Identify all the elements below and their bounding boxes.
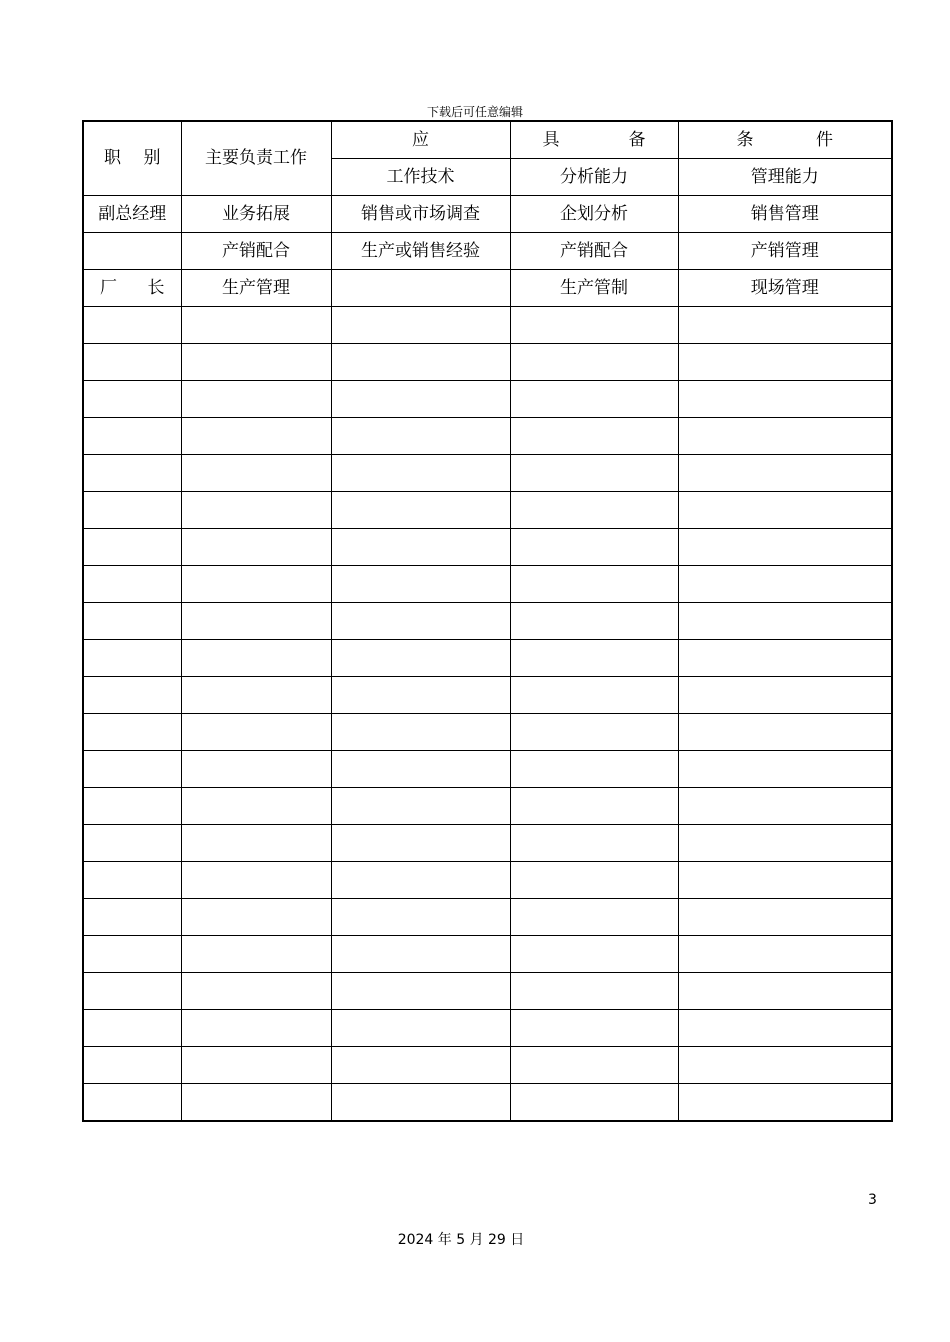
empty-cell: [83, 825, 181, 862]
empty-cell: [331, 344, 510, 381]
empty-cell: [181, 714, 331, 751]
empty-cell: [83, 492, 181, 529]
empty-cell: [678, 1010, 892, 1047]
empty-row: [83, 344, 892, 381]
empty-cell: [331, 1010, 510, 1047]
subheader-management: 管理能力: [678, 159, 892, 196]
empty-cell: [678, 1084, 892, 1122]
empty-cell: [331, 1047, 510, 1084]
job-requirements-table: [82, 120, 893, 1122]
subheader-tech: 工作技术: [331, 159, 510, 196]
position-char-2: 长: [147, 277, 165, 298]
cell-analysis: 生产管制: [510, 270, 678, 307]
footer-date: 2024 年 5 月 29 日: [397, 1232, 525, 1248]
empty-cell: [83, 418, 181, 455]
empty-row: [83, 307, 892, 344]
header-position-char-2: 别: [143, 148, 161, 168]
group-char-tiao: 条: [736, 129, 754, 150]
empty-cell: [181, 381, 331, 418]
empty-cell: [678, 455, 892, 492]
empty-row: [83, 529, 892, 566]
empty-cell: [83, 529, 181, 566]
empty-cell: [510, 973, 678, 1010]
empty-row: [83, 1010, 892, 1047]
empty-cell: [331, 492, 510, 529]
cell-duty: 产销配合: [181, 233, 331, 270]
table-row: [83, 196, 892, 233]
empty-cell: [181, 751, 331, 788]
empty-cell: [83, 862, 181, 899]
group-char-ju: 具: [542, 129, 560, 150]
empty-row: [83, 1084, 892, 1122]
cell-position: 副总经理: [83, 196, 181, 233]
empty-cell: [678, 640, 892, 677]
empty-cell: [331, 418, 510, 455]
empty-cell: [83, 936, 181, 973]
header-position-char-1: 职: [104, 148, 121, 168]
empty-cell: [510, 1084, 678, 1122]
empty-cell: [678, 862, 892, 899]
empty-cell: [83, 1047, 181, 1084]
empty-cell: [83, 973, 181, 1010]
header-group-char-1: [331, 121, 510, 159]
cell-analysis: 产销配合: [510, 233, 678, 270]
header-row-1: [83, 121, 892, 159]
empty-cell: [331, 307, 510, 344]
empty-cell: [181, 566, 331, 603]
empty-cell: [181, 418, 331, 455]
cell-position: [83, 270, 181, 307]
empty-cell: [678, 1047, 892, 1084]
empty-cell: [678, 492, 892, 529]
header-group-chars-4-5: [678, 121, 892, 159]
empty-row: [83, 936, 892, 973]
empty-cell: [510, 936, 678, 973]
empty-cell: [510, 677, 678, 714]
empty-row: [83, 677, 892, 714]
empty-cell: [331, 381, 510, 418]
header-duties: 主要负责工作: [181, 121, 331, 196]
empty-cell: [510, 640, 678, 677]
table-row: [83, 270, 892, 307]
empty-cell: [331, 751, 510, 788]
empty-cell: [83, 566, 181, 603]
page-number: 3: [868, 1192, 877, 1208]
empty-row: [83, 825, 892, 862]
empty-cell: [331, 566, 510, 603]
empty-cell: [331, 677, 510, 714]
empty-cell: [181, 1010, 331, 1047]
empty-cell: [331, 825, 510, 862]
empty-row: [83, 751, 892, 788]
empty-cell: [83, 307, 181, 344]
cell-duty: 业务拓展: [181, 196, 331, 233]
empty-cell: [83, 640, 181, 677]
empty-cell: [181, 936, 331, 973]
empty-cell: [510, 788, 678, 825]
empty-cell: [678, 899, 892, 936]
empty-cell: [331, 788, 510, 825]
empty-cell: [510, 862, 678, 899]
empty-cell: [331, 640, 510, 677]
empty-cell: [181, 344, 331, 381]
empty-cell: [83, 1010, 181, 1047]
empty-cell: [510, 1047, 678, 1084]
empty-cell: [678, 603, 892, 640]
empty-cell: [510, 1010, 678, 1047]
cell-management: 产销管理: [678, 233, 892, 270]
empty-cell: [331, 714, 510, 751]
empty-cell: [83, 751, 181, 788]
empty-row: [83, 603, 892, 640]
subheader-analysis: 分析能力: [510, 159, 678, 196]
empty-cell: [678, 936, 892, 973]
empty-cell: [181, 307, 331, 344]
empty-cell: [678, 344, 892, 381]
empty-row: [83, 640, 892, 677]
cell-duty: 生产管理: [181, 270, 331, 307]
empty-cell: [331, 936, 510, 973]
empty-row: [83, 1047, 892, 1084]
empty-cell: [510, 344, 678, 381]
empty-cell: [678, 973, 892, 1010]
empty-cell: [181, 455, 331, 492]
empty-cell: [510, 455, 678, 492]
header-position: [83, 121, 181, 196]
empty-cell: [83, 1084, 181, 1122]
empty-cell: [83, 381, 181, 418]
empty-row: [83, 455, 892, 492]
empty-cell: [678, 751, 892, 788]
empty-cell: [181, 1047, 331, 1084]
cell-management: 销售管理: [678, 196, 892, 233]
cell-position: [83, 233, 181, 270]
empty-cell: [678, 714, 892, 751]
empty-row: [83, 899, 892, 936]
empty-row: [83, 862, 892, 899]
empty-cell: [678, 418, 892, 455]
empty-cell: [181, 973, 331, 1010]
empty-cell: [510, 529, 678, 566]
empty-cell: [510, 381, 678, 418]
empty-cell: [83, 603, 181, 640]
empty-cell: [510, 566, 678, 603]
empty-row: [83, 973, 892, 1010]
position-char-1: 厂: [100, 277, 117, 298]
empty-cell: [83, 788, 181, 825]
empty-row: [83, 714, 892, 751]
group-char-bei: 备: [628, 129, 646, 150]
empty-row: [83, 788, 892, 825]
group-char-ying: 应: [412, 129, 429, 150]
empty-cell: [83, 714, 181, 751]
empty-cell: [83, 344, 181, 381]
empty-cell: [83, 899, 181, 936]
empty-cell: [678, 529, 892, 566]
empty-row: [83, 381, 892, 418]
empty-cell: [181, 825, 331, 862]
empty-cell: [510, 418, 678, 455]
empty-cell: [83, 455, 181, 492]
empty-cell: [678, 677, 892, 714]
empty-cell: [331, 862, 510, 899]
cell-tech: [331, 270, 510, 307]
empty-cell: [678, 825, 892, 862]
empty-cell: [331, 1084, 510, 1122]
cell-tech: 生产或销售经验: [331, 233, 510, 270]
empty-cell: [331, 899, 510, 936]
empty-cell: [510, 751, 678, 788]
empty-cell: [510, 492, 678, 529]
empty-cell: [181, 788, 331, 825]
empty-cell: [331, 529, 510, 566]
empty-cell: [181, 1084, 331, 1122]
empty-cell: [83, 677, 181, 714]
empty-cell: [331, 455, 510, 492]
empty-cell: [510, 825, 678, 862]
empty-cell: [181, 899, 331, 936]
empty-row: [83, 418, 892, 455]
empty-row: [83, 492, 892, 529]
empty-cell: [510, 603, 678, 640]
empty-cell: [181, 677, 331, 714]
empty-cell: [331, 973, 510, 1010]
empty-cell: [678, 381, 892, 418]
empty-cell: [181, 529, 331, 566]
empty-cell: [181, 492, 331, 529]
empty-cell: [510, 714, 678, 751]
cell-tech: 销售或市场调查: [331, 196, 510, 233]
empty-cell: [181, 603, 331, 640]
empty-cell: [678, 788, 892, 825]
empty-cell: [678, 307, 892, 344]
cell-analysis: 企划分析: [510, 196, 678, 233]
empty-row: [83, 566, 892, 603]
group-char-jian: 件: [816, 129, 833, 150]
header-group-chars-2-3: [510, 121, 678, 159]
empty-cell: [331, 603, 510, 640]
empty-cell: [510, 899, 678, 936]
table-row: [83, 233, 892, 270]
empty-cell: [678, 566, 892, 603]
empty-cell: [181, 640, 331, 677]
empty-cell: [181, 862, 331, 899]
cell-management: 现场管理: [678, 270, 892, 307]
empty-cell: [510, 307, 678, 344]
header-note: 下载后可任意编辑: [426, 105, 523, 119]
